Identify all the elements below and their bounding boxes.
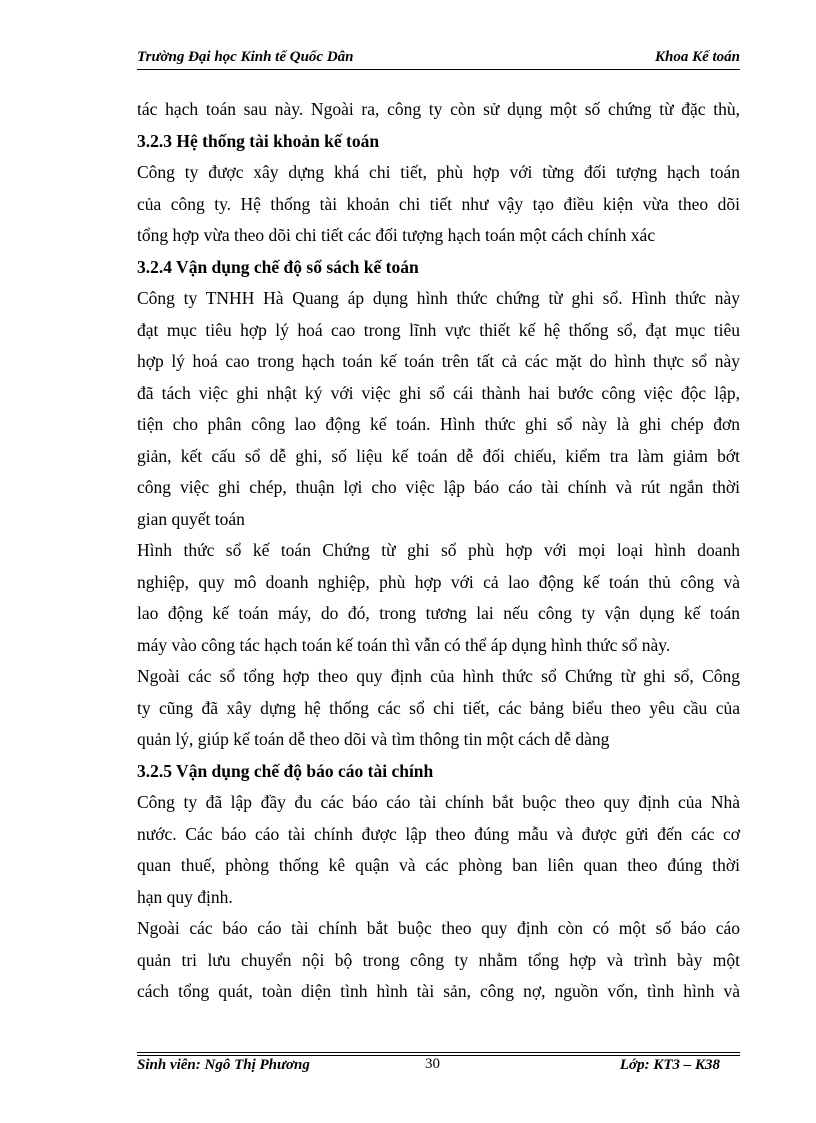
text-line: Ngoài các báo cáo tài chính bắt buộc theo quy định còn có một số báo cáo [137, 918, 740, 938]
text-line: gian quyết toán [137, 508, 245, 529]
paragraph-5 [137, 661, 740, 756]
paragraph-4 [137, 535, 740, 661]
heading-3-2-3: 3.2.3 Hệ thống tài khoản kế toán [137, 130, 380, 151]
heading-3-2-5: 3.2.5 Vận dụng chế độ báo cáo tài chính [137, 760, 434, 781]
text-line: của công ty. Hệ thống tài khoản chi tiết như vậy tạo điều kiện vừa theo dõi [137, 193, 740, 214]
page-header [137, 48, 740, 70]
text-line: tiện cho phân công lao động kế toán. Hình thức ghi sổ này là ghi chép đơn [137, 414, 740, 434]
text-line: công việc ghi chép, thuận lợi cho việc lập báo cáo tài chính và rút ngắn thời [137, 477, 740, 497]
paragraph-1 [137, 94, 740, 126]
text-line: đã tách việc ghi nhật ký với việc ghi sổ cái thành hai bước công việc độc lập, [137, 382, 740, 403]
text-line: Công ty TNHH Hà Quang áp dụng hình thức chứng từ ghi sổ. Hình thức này [137, 288, 740, 308]
text-line: quản lý, giúp kế toán dễ theo dõi và tìm thông tin một cách dễ dàng [137, 729, 610, 749]
text-line: hạn quy định. [137, 886, 233, 907]
text-line: hợp lý hoá cao trong hạch toán kế toán trên tất cả các mặt do hình thực sổ này [137, 351, 740, 371]
text-line: Hình thức sổ kế toán Chứng từ ghi sổ phù hợp với mọi loại hình doanh [137, 540, 740, 560]
text-line: đạt mục tiêu hợp lý hoá cao trong lĩnh vực thiết kế hệ thống sổ, đạt mục tiêu [137, 319, 740, 340]
document-body [137, 94, 740, 1008]
header-school: Trường Đại học Kinh tế Quốc Dân [137, 49, 354, 65]
footer-class: Lớp: KT3 – K38 [619, 1057, 720, 1073]
text-line: quan thuế, phòng thống kê quận và các phòng ban liên quan theo đúng thời [137, 855, 740, 875]
text-line: Công ty được xây dựng khá chi tiết, phù hợp với từng đối tượng hạch toán [137, 162, 740, 182]
footer-student: Sinh viên: Ngô Thị Phương [137, 1057, 310, 1073]
text-line: Công ty đã lập đầy đu các báo cáo tài chính bắt buộc theo quy định của Nhà [137, 792, 740, 812]
text-line: tác hạch toán sau này. Ngoài ra, công ty còn sử dụng một số chứng từ đặc thù, [137, 99, 740, 119]
text-line: giản, kết cấu sổ dễ ghi, số liệu kế toán dễ đối chiếu, kiểm tra làm giảm bớt [137, 445, 740, 466]
header-rule [137, 69, 740, 70]
text-line: quản tri lưu chuyển nội bộ trong công ty nhằm tổng hợp và trình bày một [137, 949, 740, 970]
text-line: nghiệp, quy mô doanh nghiệp, phù hợp với cả lao động kế toán thủ công và [137, 571, 740, 592]
page-number: 30 [425, 1056, 440, 1072]
page-footer [137, 1057, 740, 1079]
heading-3-2-4: 3.2.4 Vận dụng chế độ sổ sách kế toán [137, 256, 419, 277]
text-line: Ngoài các sổ tổng hợp theo quy định của hình thức sổ Chứng từ ghi sổ, Công [137, 666, 740, 686]
header-faculty: Khoa Kế toán [654, 49, 740, 65]
paragraph-7 [137, 913, 740, 1008]
paragraph-3 [137, 283, 740, 535]
text-line: tổng hợp vừa theo dõi chi tiết các đối tượng hạch toán một cách chính xác [137, 225, 656, 245]
paragraph-6 [137, 787, 740, 913]
text-line: lao động kế toán máy, do đó, trong tương lai nếu công ty vận dụng kế toán [137, 603, 740, 623]
footer-rule-top [137, 1052, 740, 1053]
text-line: ty cũng đã xây dựng hệ thống các sổ chi tiết, các bảng biểu theo yêu cầu của [137, 697, 740, 718]
text-line: cách tổng quát, toàn diện tình hình tài sản, công nợ, nguồn vốn, tình hình và [137, 981, 740, 1001]
text-line: máy vào công tác hạch toán kế toán thì vẫn có thể áp dụng hình thức sổ này. [137, 634, 671, 655]
text-line: nước. Các báo cáo tài chính được lập theo đúng mẫu và được gửi đến các cơ [137, 823, 740, 844]
paragraph-2 [137, 157, 740, 252]
